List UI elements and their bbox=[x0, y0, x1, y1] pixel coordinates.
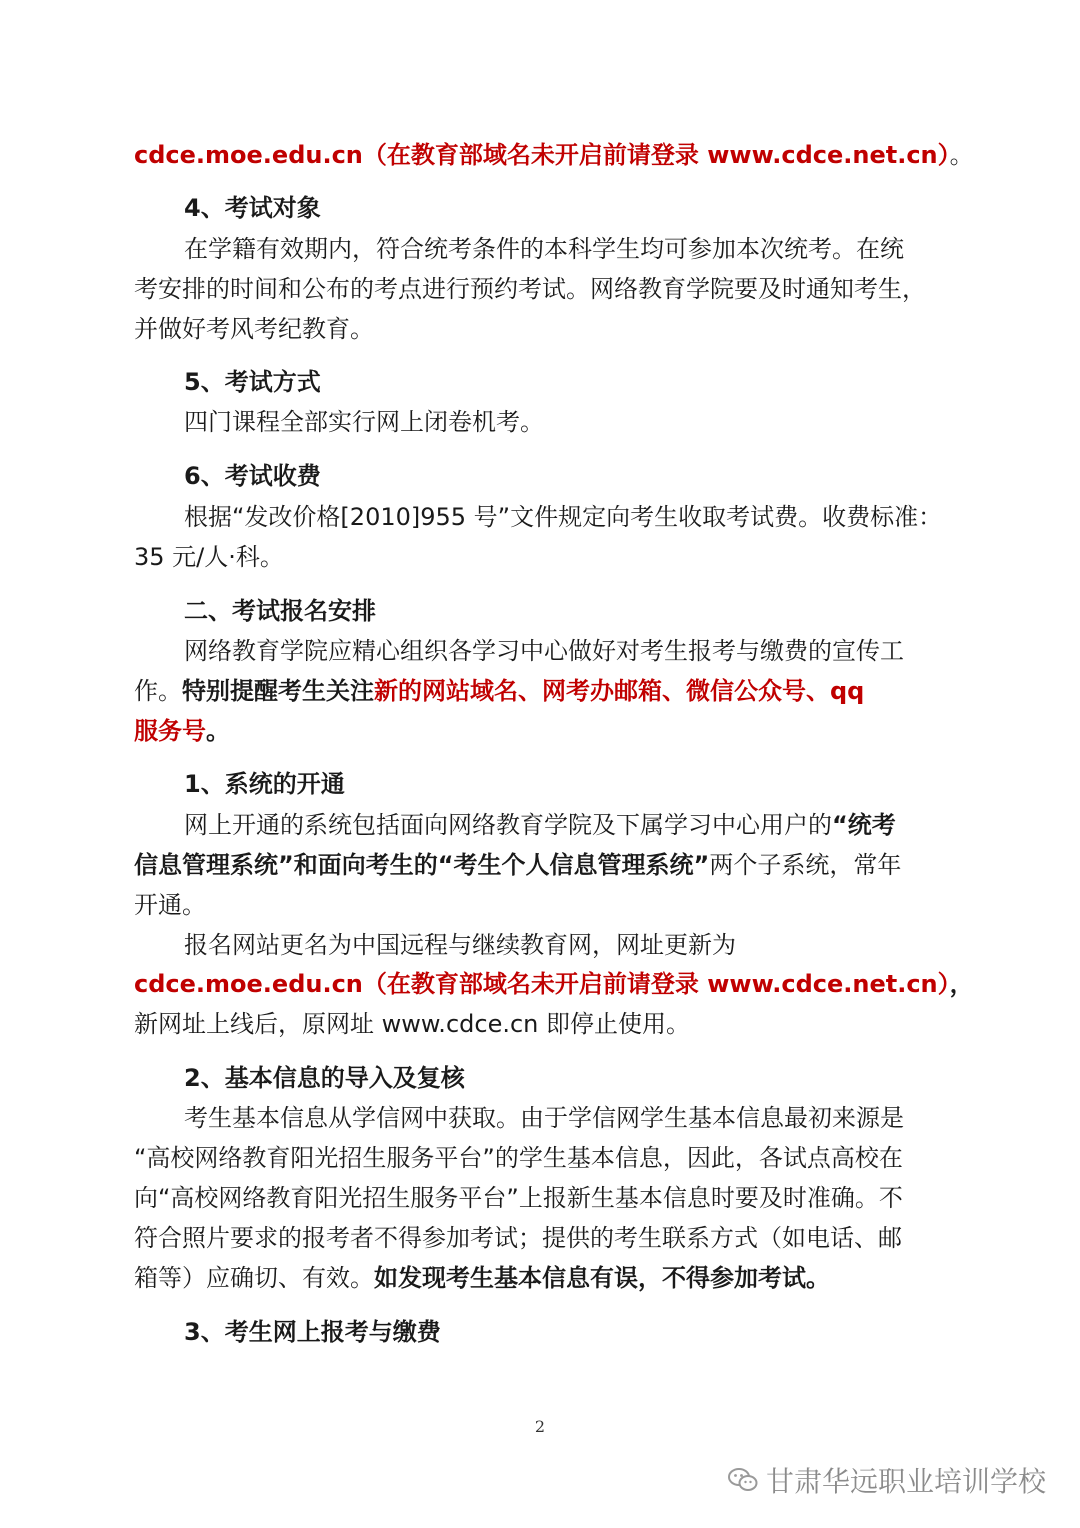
text-run-bold: “统考 bbox=[832, 811, 896, 839]
text-run: 两个子系统，常年 bbox=[709, 851, 902, 879]
text-run-bold: 信息管理系统”和面向考生的“考生个人信息管理系统” bbox=[134, 851, 710, 879]
paragraph-line: “高校网络教育阳光招生服务平台”的学生基本信息，因此，各试点高校在 bbox=[134, 1144, 903, 1172]
paragraph-line bbox=[134, 715, 946, 747]
url-text: cdce.moe.edu.cn（在教育部域名未开启前请登录 www.cdce.net.cn） bbox=[134, 141, 950, 169]
heading-online-registration: 3、考生网上报考与缴费 bbox=[184, 1318, 441, 1346]
heading-exam-fee: 6、考试收费 bbox=[184, 462, 321, 490]
paragraph-line: 报名网站更名为中国远程与继续教育网，网址更新为 bbox=[184, 931, 736, 959]
text-run-bold: 如发现考生基本信息有误，不得参加考试。 bbox=[374, 1264, 830, 1292]
page-number: 2 bbox=[534, 1417, 546, 1436]
text-run: 作。 bbox=[134, 677, 182, 705]
wechat-icon bbox=[728, 1467, 758, 1493]
paragraph-line: 35 元/人·科。 bbox=[134, 543, 284, 571]
heading-exam-target: 4、考试对象 bbox=[184, 194, 321, 222]
text-run-red: 新的网站域名、网考办邮箱、微信公众号、qq bbox=[374, 677, 865, 705]
url-text: cdce.moe.edu.cn（在教育部域名未开启前请登录 www.cdce.net.cn） bbox=[134, 970, 950, 998]
url-line-top bbox=[134, 139, 974, 171]
paragraph-line: 符合照片要求的报考者不得参加考试；提供的考生联系方式（如电话、邮 bbox=[134, 1224, 902, 1252]
text-run-red: 服务号 bbox=[134, 717, 206, 745]
text-run-bold: 特别提醒考生关注 bbox=[182, 677, 374, 705]
text-run: 网上开通的系统包括面向网络教育学院及下属学习中心用户的 bbox=[184, 811, 832, 839]
paragraph-line: 并做好考风考纪教育。 bbox=[134, 315, 374, 343]
text-run: 箱等）应确切、有效。 bbox=[134, 1264, 374, 1292]
paragraph-line bbox=[134, 1262, 946, 1294]
heading-info-import: 2、基本信息的导入及复核 bbox=[184, 1064, 465, 1092]
paragraph-line: 考生基本信息从学信网中获取。由于学信网学生基本信息最初来源是 bbox=[184, 1104, 904, 1132]
paragraph-line: 在学籍有效期内，符合统考条件的本科学生均可参加本次统考。在统 bbox=[184, 235, 904, 263]
heading-system-open: 1、系统的开通 bbox=[184, 770, 345, 798]
paragraph-line: 向“高校网络教育阳光招生服务平台”上报新生基本信息时要及时准确。不 bbox=[134, 1184, 903, 1212]
paragraph-line bbox=[134, 675, 946, 707]
watermark-text: 甘肃华远职业培训学校 bbox=[765, 1465, 1046, 1498]
url-tail: ， bbox=[949, 970, 974, 998]
watermark bbox=[728, 1460, 1046, 1500]
heading-exam-method: 5、考试方式 bbox=[184, 368, 321, 396]
paragraph-line: 四门课程全部实行网上闭卷机考。 bbox=[184, 408, 544, 436]
paragraph-line: 网络教育学院应精心组织各学习中心做好对考生报考与缴费的宣传工 bbox=[184, 637, 904, 665]
heading-registration: 二、考试报名安排 bbox=[184, 597, 376, 625]
url-tail: 。 bbox=[949, 141, 974, 169]
paragraph-line bbox=[134, 849, 946, 881]
paragraph-line bbox=[184, 809, 946, 841]
text-run-bold: 。 bbox=[206, 717, 230, 745]
paragraph-line: 开通。 bbox=[134, 891, 206, 919]
url-line bbox=[134, 968, 974, 1000]
paragraph-line: 新网址上线后，原网址 www.cdce.cn 即停止使用。 bbox=[134, 1010, 690, 1038]
paragraph-line: 考安排的时间和公布的考点进行预约考试。网络教育学院要及时通知考生， bbox=[134, 275, 926, 303]
paragraph-line: 根据“发改价格[2010]955 号”文件规定向考生收取考试费。收费标准： bbox=[184, 503, 943, 531]
